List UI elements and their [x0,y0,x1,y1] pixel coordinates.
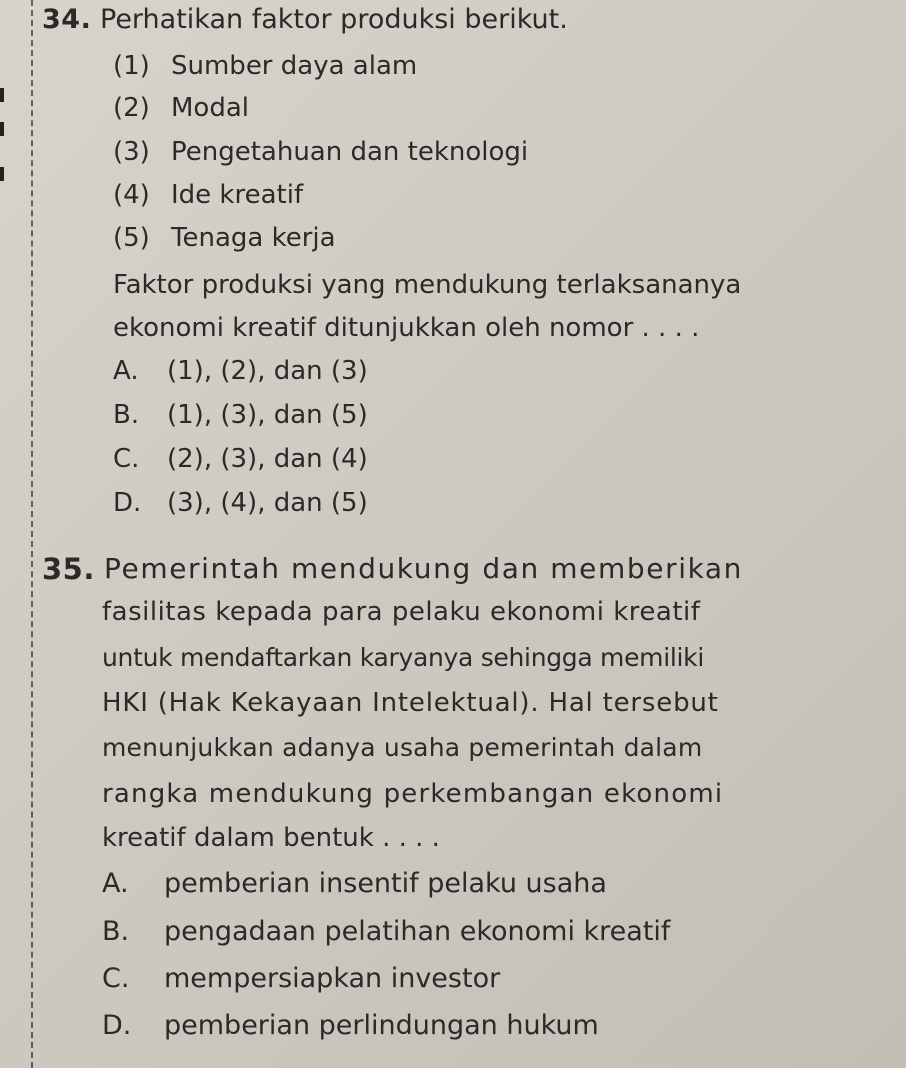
factor-item: (5) Tenaga kerja [113,223,336,253]
question-35-text-line: menunjukkan adanya usaha pemerintah dalam [102,733,703,762]
edge-mark [0,167,4,181]
answer-option-d[interactable]: D. pemberian perlindungan hukum [102,1010,599,1041]
factor-item: (3) Pengetahuan dan teknologi [113,137,529,167]
answer-option-c[interactable]: C. mempersiapkan investor [102,963,501,994]
question-35-text-line: rangka mendukung perkembangan ekonomi [102,779,724,809]
question-35-text-line: untuk mendaftarkan karyanya sehingga memiliki [102,643,704,672]
answer-option-a[interactable]: A. (1), (2), dan (3) [113,356,368,386]
answer-option-c[interactable]: C. (2), (3), dan (4) [113,444,368,474]
factor-item: (2) Modal [113,93,249,123]
answer-option-b[interactable]: B. (1), (3), dan (5) [113,400,368,430]
answer-option-d[interactable]: D. (3), (4), dan (5) [113,488,368,518]
factor-item: (1) Sumber daya alam [113,51,418,81]
question-35-text-line: kreatif dalam bentuk . . . . [102,823,440,853]
answer-option-b[interactable]: B. pengadaan pelatihan ekonomi kreatif [102,916,671,947]
question-34-number: 34. [42,4,92,35]
question-35-text-line: HKI (Hak Kekayaan Intelektual). Hal tersebut [102,688,719,718]
question-35-number: 35. [42,552,95,586]
cut-line [31,0,33,1068]
factor-item: (4) Ide kreatif [113,180,304,210]
answer-option-a[interactable]: A. pemberian insentif pelaku usaha [102,868,607,899]
question-34-text-line: Faktor produksi yang mendukung terlaksananya [113,270,742,300]
edge-mark [0,88,4,102]
question-34-text-line: ekonomi kreatif ditunjukkan oleh nomor . . . . [113,313,700,343]
question-35-text-line: Pemerintah mendukung dan memberikan [104,552,743,585]
question-34-stem: Perhatikan faktor produksi berikut. [100,4,568,35]
question-35-text-line: fasilitas kepada para pelaku ekonomi kreatif [102,597,701,627]
edge-mark [0,122,4,136]
